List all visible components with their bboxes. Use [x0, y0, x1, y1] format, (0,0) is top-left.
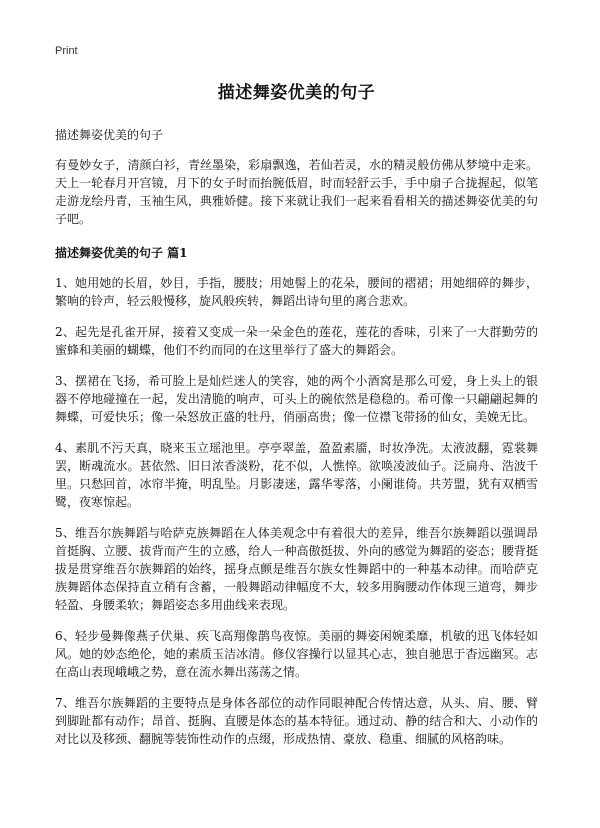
list-item: 2、起先是孔雀开屏，接着又变成一朵一朵金色的莲花，莲花的香味，引来了一大群勤劳的蜜蜂和美丽的蝴蝶，他们不约而同的在这里举行了盛大的舞蹈会。 — [55, 325, 538, 357]
list-item: 1、她用她的长眉，妙目，手指，腰肢；用她髻上的花朵，腰间的褶裙；用她细碎的舞步，繁响的铃声，轻云般慢移，旋风般疾转，舞蹈出诗句里的离合悲欢。 — [55, 276, 538, 308]
section-heading: 描述舞姿优美的句子 篇1 — [55, 246, 188, 260]
print-label: Print — [55, 45, 78, 57]
document-subtitle: 描述舞姿优美的句子 — [55, 128, 164, 142]
list-item: 4、素肌不污天真，晓来玉立瑶池里。亭亭翠盖，盈盈素靥，时妆净洗。太液波翻，霓裳舞罢，断魂流水。甚依然、旧日浓香淡粉，花不似，人憔悴。欲唤凌波仙子。泛扁舟、浩波千里。只愁回首，冰帘半掩，明乱坠。月影凄迷，露华零落，小阑谁倚。共芳盟，犹有双栖雪鹭，夜寒惊起。 — [55, 441, 538, 509]
list-item: 5、维吾尔族舞蹈与哈萨克族舞蹈在人体美观念中有着很大的差异，维吾尔族舞蹈以强调昂首挺胸、立腰、拔背而产生的立感，给人一种高傲挺拔、外向的感觉为舞蹈的姿态；腰背挺拔是贯穿维吾尔族舞蹈的始终，摇身点颤是维吾尔族女性舞蹈中的一种基本动律。而哈萨克族舞蹈体态保持直立稍有含蓄，一般舞蹈动律幅度不大，较多用胸腰动作体现三道弯，舞步轻盈、身腰柔软；舞蹈姿态多用曲线来表现。 — [55, 526, 538, 612]
list-item: 3、摆裙在飞扬，希可脸上是灿烂迷人的笑容，她的两个小酒窝是那么可爱，身上头上的银器不停地碰撞在一起，发出清脆的响声，可头上的碗依然是稳稳的。希可像一只翩翩起舞的舞蝶，可爱快乐；像一朵怒放正盛的牡丹，俏丽高贵；像一位襟飞带扬的仙女，美娩无比。 — [55, 374, 538, 424]
list-item: 6、轻步曼舞像燕子伏巢、疾飞高翔像鹊鸟夜惊。美丽的舞姿闲婉柔靡，机敏的迅飞体轻如风。她的妙态绝伦，她的素质玉洁冰清。修仪容操行以显其心志，独自驰思于杳远幽冥。志在高山表现峨峨之势，意在流水舞出荡荡之情。 — [55, 629, 538, 679]
list-item: 7、维吾尔族舞蹈的主要特点是身体各部位的动作同眼神配合传情达意，从头、肩、腰、臂到脚趾都有动作；昂首、挺胸、直腰是体态的基本特征。通过动、静的结合和大、小动作的对比以及移颈、翻腕等装饰性动作的点缀，形成热情、豪放、稳重、细腻的风格韵味。 — [55, 696, 538, 746]
page-title: 描述舞姿优美的句子 — [217, 83, 376, 103]
intro-paragraph: 有曼妙女子，清颜白衫，青丝墨染，彩扇飘逸，若仙若灵，水的精灵般仿佛从梦境中走来。天上一轮春月开宫镜，月下的女子时而抬腕低眉，时而轻舒云手，手中扇子合拢握起，似笔走游龙绘丹青，玉袖生风，典雅娇健。接下来就让我们一起来看看相关的描述舞姿优美的句子吧。 — [55, 158, 538, 226]
